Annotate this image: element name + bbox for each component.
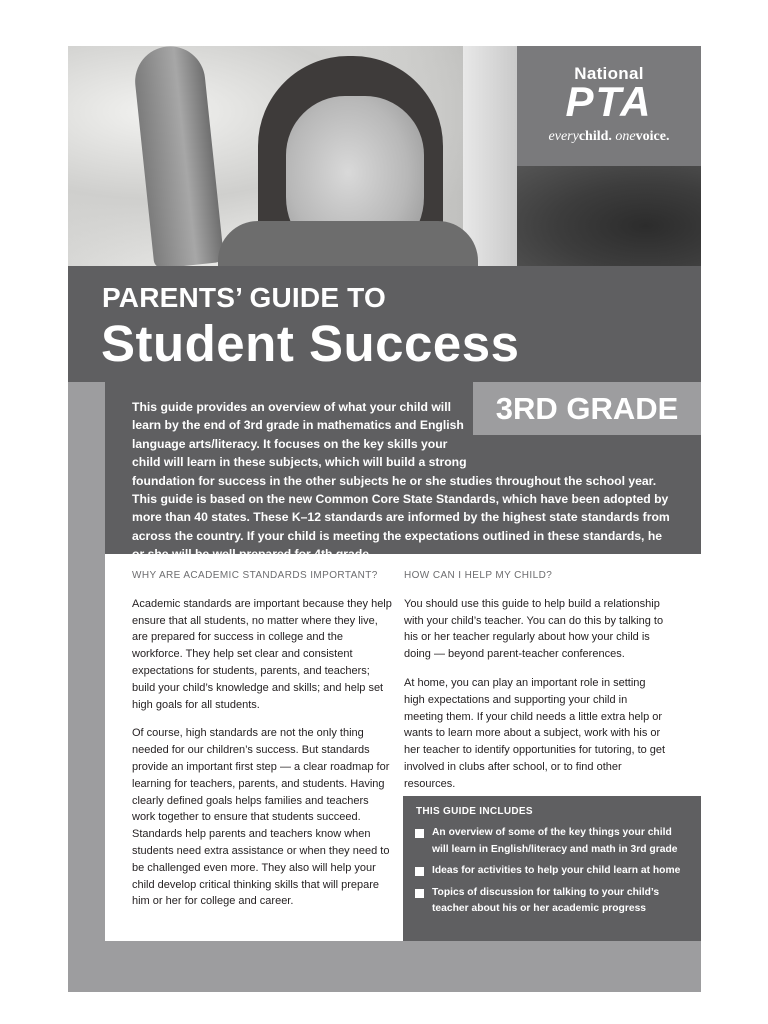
list-item — [415, 885, 687, 918]
square-bullet-icon — [415, 829, 424, 838]
tagline-voice: voice. — [635, 129, 670, 144]
guide-includes-box — [403, 796, 701, 941]
tagline-every: every — [548, 129, 579, 144]
list-item-text: Ideas for activities to help your child learn at home — [432, 865, 681, 876]
right-paragraph-2: At home, you can play an important role in setting high expectations and supporting your child in meeting them. If your child needs a little extra help or wants to learn more about a subject, work with his or her teacher to identify opportunities for tutoring, to get involved in clubs after school, or to find other resources. — [404, 676, 666, 790]
square-bullet-icon — [415, 867, 424, 876]
tagline-one: one — [615, 129, 636, 144]
tagline-child: child. — [578, 129, 612, 144]
title-band — [68, 266, 701, 382]
logo-tagline — [517, 129, 701, 145]
left-column — [132, 568, 394, 922]
right-heading: HOW CAN I HELP MY CHILD? — [404, 570, 553, 581]
logo-national: National — [574, 64, 644, 83]
left-paragraph-1: Academic standards are important because they help ensure that all students, no matter where they live, are prepared for success in college and the workforce. They help set clear and consistent expectations for students, parents, and teachers; build your child’s knowledge and skills; and help set high goals for all students. — [132, 597, 392, 711]
grade-badge: 3RD GRADE — [473, 382, 701, 435]
student-shirt — [218, 221, 478, 266]
photo-curtain — [463, 46, 517, 266]
list-item-text: An overview of some of the key things your child will learn in English/literacy and math in 3rd grade — [432, 827, 678, 855]
photo-dark-panel — [517, 166, 701, 266]
left-paragraph-2: Of course, high standards are not the only thing needed for our children’s success. But standards provide an important first step — a clear roadmap for learning for teachers, parents, and students. Having clearly defined goals helps families and teachers work together to ensure that students succeed. Standards help parents and teachers know when students need extra assistance or when they need to be challenged even more. They also will help your child develop critical thinking skills that will prepare him or her for college and career. — [132, 727, 390, 908]
logo-pta: PTA — [565, 78, 653, 125]
guide-includes-heading: THIS GUIDE INCLUDES — [416, 806, 533, 817]
right-paragraph-1: You should use this guide to help build a relationship with your child’s teacher. You can do this by talking to his or her teacher regularly about how your child is doing — beyond parent-teacher conferences. — [404, 597, 664, 661]
title-kicker: PARENTS’ GUIDE TO — [102, 282, 386, 313]
guide-includes-list — [415, 825, 687, 923]
content-area — [105, 554, 701, 941]
page-title: Student Success — [101, 315, 520, 372]
left-heading: WHY ARE ACADEMIC STANDARDS IMPORTANT? — [132, 570, 378, 581]
national-pta-logo — [517, 46, 701, 166]
list-item — [415, 863, 687, 880]
list-item-text: Topics of discussion for talking to your child’s teacher about his or her academic progress — [432, 886, 660, 914]
right-column — [404, 568, 666, 805]
intro-text: This guide provides an overview of what your child will learn by the end of 3rd grade in mathematics and English language arts/literacy. It focuses on the key skills your child will learn in these subjects, which will build a strong foundation for success in the other subjects he or she studies throughout the school year. This guide is based on the new Common Core State Standards, which have been adopted by more than 40 states. These K–12 standards are informed by the highest state standards from across the country. If your child is meeting the expectations outlined in these standards, he — [132, 400, 670, 543]
list-item — [415, 825, 687, 858]
student-photo — [68, 46, 517, 266]
square-bullet-icon — [415, 889, 424, 898]
